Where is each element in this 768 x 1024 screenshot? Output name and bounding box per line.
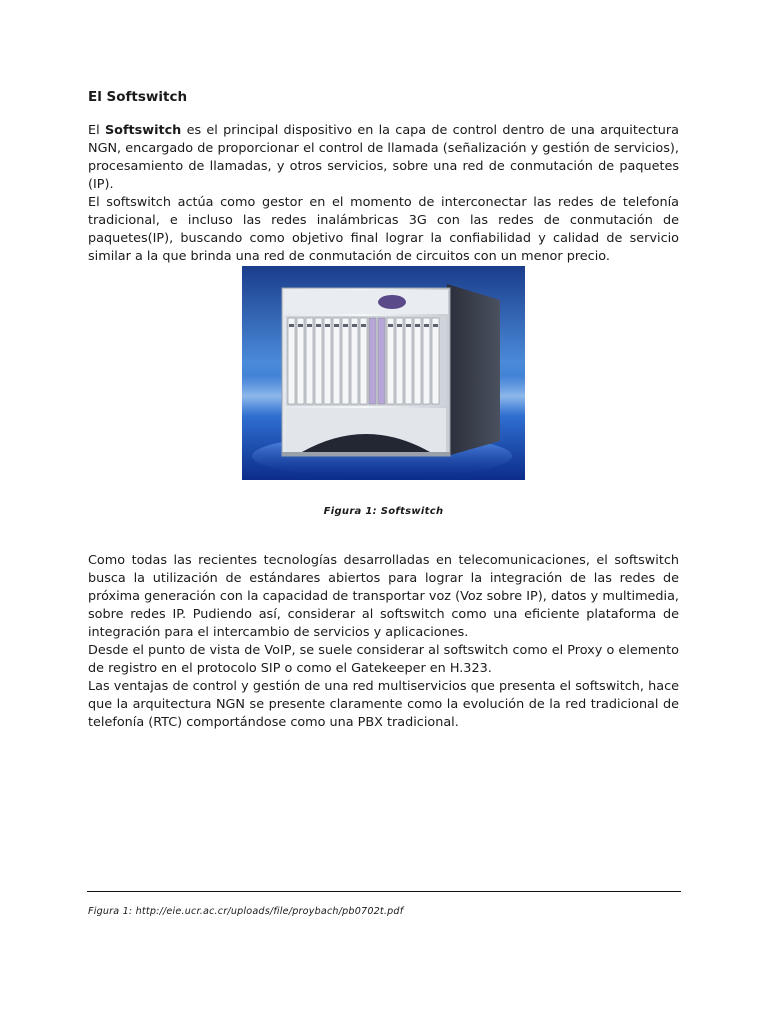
- softswitch-term: Softswitch: [104, 123, 182, 138]
- paragraph-intro-rest: es el principal dispositivo en la capa de control dentro de una arquitectura NGN, encargado de proporcionar el control de llamada (señalización y gestión de servicios), procesamiento de llamadas, y otros servicios, sobre una red de conmutación de paquetes (IP).: [88, 123, 679, 192]
- figure-caption: Figura 1: Softswitch: [323, 506, 444, 517]
- paragraph-intro-lead: El: [88, 123, 105, 138]
- document-title: El Softswitch: [88, 89, 188, 105]
- paragraph-gestor: El softswitch actúa como gestor en el momento de interconectar las redes de telefonía tradicional, e incluso las redes inalámbricas 3G con las redes de conmutación de paquetes(IP), buscando como objetivo final lograr la confiabilidad y calidad de servicio similar a la que brinda una red de conmutación de circuitos con un menor precio.: [88, 195, 679, 264]
- paragraph-voip: Desde el punto de vista de VoIP, se suele considerar al softswitch como el Proxy o elemento de registro en el protocolo SIP o como el Gatekeeper en H.323.: [88, 643, 679, 676]
- card-slots: [288, 318, 439, 404]
- paragraph-ventajas: Las ventajas de control y gestión de una red multiservicios que presenta el softswitch, hace que la arquitectura NGN se presente claramente como la evolución de la red tradicional de telefonía (RTC) comportándose como una PBX tradicional.: [88, 679, 679, 730]
- figure: [88, 266, 679, 480]
- paragraph-intro: [88, 122, 679, 194]
- softswitch-image: [242, 266, 525, 480]
- footnote: Figura 1: http://eie.ucr.ac.cr/uploads/file/proybach/pb0702t.pdf: [88, 906, 404, 917]
- document-body: [88, 88, 679, 732]
- footnote-divider: [87, 891, 681, 892]
- paragraph-tecnologias: Como todas las recientes tecnologías desarrolladas en telecomunicaciones, el softswitch busca la utilización de estándares abiertos para lograr la integración de las redes de próxima generación con la capacidad de transportar voz (Voz sobre IP), datos y multimedia, sobre redes IP. Pudiendo así, considerar al softswitch como una eficiente plataforma de integración para el intercambio de servicios y aplicaciones.: [88, 553, 679, 640]
